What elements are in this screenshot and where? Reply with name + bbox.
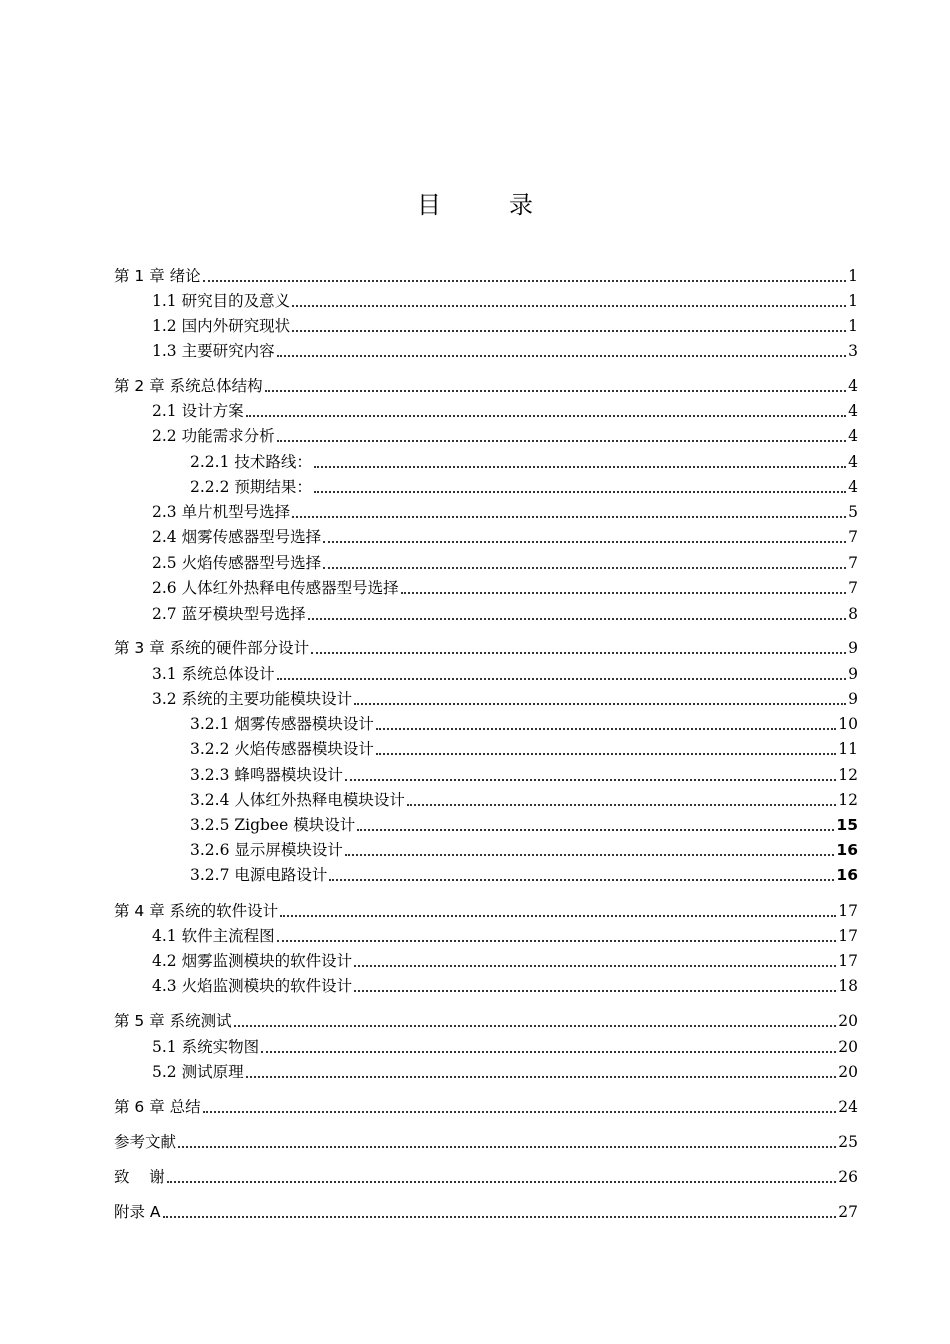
toc-entry-label: 第 1 章 绪论 <box>114 267 201 285</box>
toc-entry-page: 17 <box>838 927 858 945</box>
toc-entry-label: 2.6 人体红外热释电传感器型号选择 <box>152 579 399 597</box>
toc-entry-label: 5.2 测试原理 <box>152 1063 244 1081</box>
toc-entry-label: 3.1 系统总体设计 <box>152 665 275 683</box>
toc-entry-page: 15 <box>836 816 858 834</box>
toc-entry[interactable] <box>0 1128 858 1152</box>
toc-entry-label: 第 4 章 系统的软件设计 <box>114 902 279 920</box>
toc-entry[interactable] <box>0 1007 858 1031</box>
toc-entry-page: 7 <box>848 579 858 597</box>
toc-entry[interactable] <box>0 337 858 361</box>
toc-entry-label: 4.1 软件主流程图 <box>152 927 275 945</box>
toc-entry[interactable] <box>0 735 858 759</box>
toc-entry-label: 第 6 章 总结 <box>114 1098 201 1116</box>
toc-entry-page: 1 <box>848 317 858 335</box>
toc-entry-page: 7 <box>848 528 858 546</box>
toc-entry[interactable] <box>0 498 858 522</box>
toc-entry-label: 1.2 国内外研究现状 <box>152 317 291 335</box>
toc-entry-page: 20 <box>838 1012 858 1030</box>
toc-leader-dots <box>314 491 846 493</box>
toc-entry-label: 参考文献 <box>114 1133 177 1151</box>
page-title: 目 录 <box>417 191 555 219</box>
toc-entry[interactable] <box>0 397 858 421</box>
toc-entry[interactable] <box>0 312 858 336</box>
toc-entry-label: 2.2.2 预期结果： <box>190 478 312 496</box>
toc-leader-dots <box>345 854 835 856</box>
toc-entry[interactable] <box>0 549 858 573</box>
toc-entry-label: 2.3 单片机型号选择 <box>152 503 291 521</box>
toc-entry-label: 2.2.1 技术路线： <box>190 453 312 471</box>
toc-leader-dots <box>246 415 847 417</box>
toc-entry[interactable] <box>0 1058 858 1082</box>
toc-entry-page: 3 <box>848 342 858 360</box>
toc-leader-dots <box>376 728 836 730</box>
toc-entry-page: 11 <box>838 740 858 758</box>
toc-entry-page: 9 <box>848 665 858 683</box>
toc-entry[interactable] <box>0 922 858 946</box>
toc-entry-label: 4.2 烟雾监测模块的软件设计 <box>152 952 353 970</box>
toc-leader-dots <box>277 355 847 357</box>
toc-entry[interactable] <box>0 1198 858 1222</box>
toc-entry[interactable] <box>0 811 858 835</box>
toc-entry[interactable] <box>0 972 858 996</box>
toc-entry-label: 3.2.6 显示屏模块设计 <box>190 841 343 859</box>
toc-entry-page: 5 <box>848 503 858 521</box>
toc-entry-label: 2.7 蓝牙模块型号选择 <box>152 605 306 623</box>
toc-entry-label: 3.2.3 蜂鸣器模块设计 <box>190 766 343 784</box>
toc-entry-label: 2.5 火焰传感器型号选择 <box>152 554 322 572</box>
toc-entry-page: 24 <box>838 1098 858 1116</box>
toc-entry-label: 3.2.4 人体红外热释电模块设计 <box>190 791 405 809</box>
toc-entry[interactable] <box>0 600 858 624</box>
toc-entry-label: 第 2 章 系统总体结构 <box>114 377 263 395</box>
toc-entry-label: 4.3 火焰监测模块的软件设计 <box>152 977 353 995</box>
toc-leader-dots <box>354 703 846 705</box>
toc-leader-dots <box>277 440 847 442</box>
toc-entry-page: 12 <box>838 791 858 809</box>
toc-leader-dots <box>265 390 846 392</box>
toc-entry[interactable] <box>0 473 858 497</box>
toc-leader-dots <box>357 829 834 831</box>
toc-leader-dots <box>308 618 847 620</box>
toc-entry[interactable] <box>0 634 858 658</box>
toc-leader-dots <box>178 1146 836 1148</box>
toc-entry-page: 20 <box>838 1063 858 1081</box>
toc-leader-dots <box>234 1025 837 1027</box>
toc-leader-dots <box>292 330 846 332</box>
toc-entry-page: 12 <box>838 766 858 784</box>
toc-entry-page: 9 <box>848 639 858 657</box>
toc-leader-dots <box>277 678 847 680</box>
toc-leader-dots <box>280 915 836 917</box>
toc-entry-label: 第 5 章 系统测试 <box>114 1012 232 1030</box>
toc-entry-label: 5.1 系统实物图 <box>152 1038 260 1056</box>
toc-entry-page: 4 <box>848 402 858 420</box>
toc-entry-page: 7 <box>848 554 858 572</box>
toc-entry[interactable] <box>0 897 858 921</box>
toc-entry[interactable] <box>0 1033 858 1057</box>
toc-entry[interactable] <box>0 947 858 971</box>
toc-entry-page: 17 <box>838 952 858 970</box>
toc-entry-label: 2.4 烟雾传感器型号选择 <box>152 528 322 546</box>
toc-entry-label: 第 3 章 系统的硬件部分设计 <box>114 639 310 657</box>
toc-leader-dots <box>311 652 846 654</box>
toc-entry-page: 25 <box>838 1133 858 1151</box>
toc-entry-label: 3.2.1 烟雾传感器模块设计 <box>190 715 374 733</box>
toc-entry[interactable] <box>0 710 858 734</box>
toc-leader-dots <box>203 1111 837 1113</box>
toc-leader-dots <box>261 1051 836 1053</box>
toc-entry-page: 4 <box>848 377 858 395</box>
toc-entry-page: 1 <box>848 292 858 310</box>
toc-leader-dots <box>167 1181 837 1183</box>
toc-entry[interactable] <box>0 523 858 547</box>
toc-entry[interactable] <box>0 836 858 860</box>
toc-entry-label: 3.2.7 电源电路设计 <box>190 866 328 884</box>
toc-entry[interactable] <box>0 574 858 598</box>
toc-entry[interactable] <box>0 1163 858 1187</box>
toc-entry[interactable] <box>0 786 858 810</box>
toc-entry-page: 17 <box>838 902 858 920</box>
toc-entry-page: 26 <box>838 1168 858 1186</box>
toc-entry-page: 27 <box>838 1203 858 1221</box>
toc-entry-page: 9 <box>848 690 858 708</box>
toc-entry-page: 1 <box>848 267 858 285</box>
toc-entry[interactable] <box>0 422 858 446</box>
toc-entry[interactable] <box>0 761 858 785</box>
toc-leader-dots <box>329 879 834 881</box>
toc-leader-dots <box>292 516 846 518</box>
toc-entry-page: 18 <box>838 977 858 995</box>
toc-entry[interactable] <box>0 287 858 311</box>
toc-entry[interactable] <box>0 262 858 286</box>
toc-entry-page: 4 <box>848 427 858 445</box>
toc-entry-label: 3.2.2 火焰传感器模块设计 <box>190 740 374 758</box>
toc-entry-label: 1.1 研究目的及意义 <box>152 292 291 310</box>
toc-entry-label: 1.3 主要研究内容 <box>152 342 275 360</box>
toc-entry-page: 16 <box>836 866 858 884</box>
toc-leader-dots <box>246 1076 837 1078</box>
toc-entry-label: 3.2 系统的主要功能模块设计 <box>152 690 353 708</box>
toc-leader-dots <box>401 592 847 594</box>
toc-leader-dots <box>323 541 846 543</box>
toc-entry-label: 3.2.5 Zigbee 模块设计 <box>190 816 356 834</box>
toc-entry-page: 20 <box>838 1038 858 1056</box>
toc-entry-page: 4 <box>848 478 858 496</box>
toc-entry-label: 附录 A <box>114 1203 161 1221</box>
toc-leader-dots <box>292 305 846 307</box>
toc-entry[interactable] <box>0 372 858 396</box>
toc-entry[interactable] <box>0 448 858 472</box>
toc-entry[interactable] <box>0 660 858 684</box>
toc-entry[interactable] <box>0 861 858 885</box>
toc-leader-dots <box>323 567 846 569</box>
toc-entry-page: 8 <box>848 605 858 623</box>
toc-leader-dots <box>354 965 836 967</box>
toc-leader-dots <box>163 1216 837 1218</box>
toc-leader-dots <box>407 804 836 806</box>
toc-leader-dots <box>203 280 846 282</box>
toc-leader-dots <box>354 990 836 992</box>
toc-entry-page: 4 <box>848 453 858 471</box>
toc-leader-dots <box>277 940 837 942</box>
toc-leader-dots <box>314 466 846 468</box>
toc-entry[interactable] <box>0 1093 858 1117</box>
toc-entry-label: 2.1 设计方案 <box>152 402 244 420</box>
toc-entry-label: 致 谢 <box>114 1168 165 1186</box>
toc-leader-dots <box>376 753 836 755</box>
toc-leader-dots <box>345 779 836 781</box>
toc-entry-label: 2.2 功能需求分析 <box>152 427 275 445</box>
toc-entry[interactable] <box>0 685 858 709</box>
toc-entry-page: 10 <box>838 715 858 733</box>
toc-entry-page: 16 <box>836 841 858 859</box>
